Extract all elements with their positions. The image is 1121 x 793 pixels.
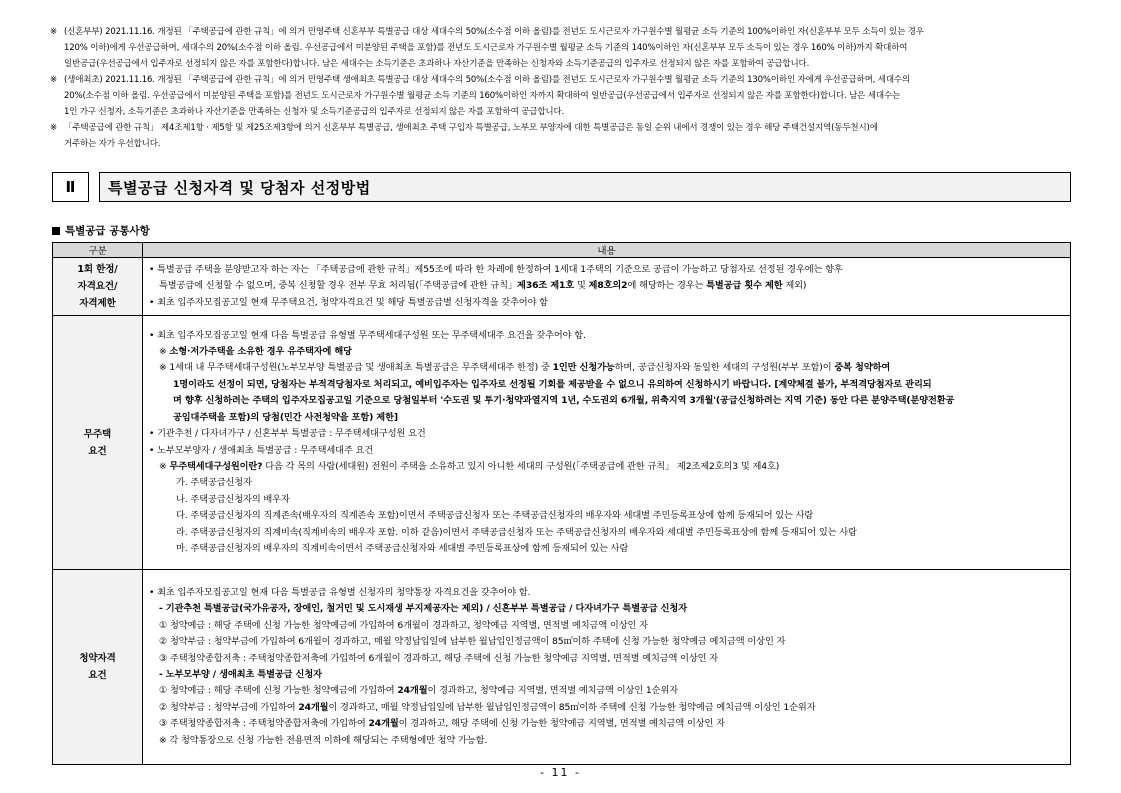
content-line — [149, 601, 1064, 617]
text-segment: 다음 각 목의 사람(세대원) 전원이 주택을 소유하고 있지 아니한 세대의 구성원(「주택공급에 관한 규칙」 제2조제2호의3 및 제4호) — [262, 460, 780, 472]
note-line: 거주하는 자가 우선합니다. — [64, 139, 161, 149]
text-segment: 및 — [574, 280, 589, 292]
text-segment: • 기관추천 / 다자녀가구 / 신혼부부 특별공급 : 무주택세대구성원 요건 — [149, 428, 426, 440]
sub-heading — [52, 223, 150, 238]
bold-text: 중복 청약하여 — [834, 362, 891, 374]
note-line: 「주택공급에 관한 규칙」 제4조제1항 · 제5항 및 제25조제3항에 의거 신혼부부 특별공급, 생애최초 주택 구입자 특별공급, 노부모 부양자에 대한 특별공급은 동일 순위 내에서 경쟁이 있는 경우 해당 주택건설지역(동두천시)에 — [64, 123, 878, 133]
text-segment: 에 해당하는 경우는 — [627, 280, 707, 292]
bold-text: 24개월 — [397, 685, 428, 697]
bold-text: 공임대주택을 포함)의 당첨(민간 사전청약을 포함) 제한] — [173, 411, 398, 423]
text-segment: • 특별공급 주택을 분양받고자 하는 자는 「주택공급에 관한 규칙」제55조에 따라 한 차례에 한정하여 1세대 1주택의 기준으로 공급이 가능하고 당첨자로 선정된 경우에는 향후 — [149, 263, 843, 275]
text-segment: 이 경과하고, 해당 주택에 신청 가능한 청약예금 지역별, 면적별 예치금액 이상인 자 — [398, 718, 725, 730]
section-title: 특별공급 신청자격 및 당첨자 선정방법 — [99, 172, 1071, 202]
content-line — [149, 344, 1064, 360]
content-line — [149, 475, 1064, 491]
text-segment: 다. 주택공급신청자의 직계존속(배우자의 직계존속 포함)이면서 주택공급신청자 또는 주택공급신청자의 배우자와 세대별 주민등록표상에 함께 등재되어 있는 사람 — [176, 510, 814, 522]
bold-text: 특별공급 횟수 제한 — [706, 280, 783, 292]
text-segment: 하며, 공급신청자와 동일한 세대의 구성원(부부 포함)이 — [614, 362, 835, 374]
table-row — [53, 570, 1071, 765]
table-row — [53, 258, 1071, 316]
bold-text: - 노부모부양 / 생애최초 특별공급 신청자 — [159, 669, 322, 680]
content-line — [149, 278, 1064, 294]
bold-text: 소형·저가주택을 소유한 경우 유주택자에 해당 — [169, 346, 352, 358]
text-segment: ② 청약부금 : 청약부금에 가입하여 6개월이 경과하고, 매월 약정납입일에 납부한 월납입인정금액이 85㎡이하 주택에 신청 가능한 청약예금 예치금액 이상인 자 — [159, 636, 786, 648]
content-line — [149, 426, 1064, 442]
text-segment: • 노부모부양자 / 생애최초 특별공급 : 무주택세대주 요건 — [149, 444, 374, 456]
row-label-line: 요건 — [88, 670, 107, 681]
text-segment: • 최초 입주자모집공고일 현재 다음 특별공급 유형별 신청자의 청약통장 자격요건을 갖추어야 함. — [149, 586, 531, 598]
content-line — [149, 262, 1064, 278]
text-segment: 이 경과하고, 청약예금 지역별, 면적별 예치금액 이상인 1순위자 — [427, 685, 678, 697]
content-line — [149, 651, 1064, 667]
row-label-line: 1회 한정/ — [77, 264, 118, 275]
content-line — [149, 585, 1064, 601]
bold-text: 24개월 — [368, 718, 399, 730]
text-segment: ② 청약부금 : 청약부금에 가입하여 — [159, 701, 299, 713]
row-label-line: 자격요건/ — [77, 281, 118, 292]
row-label-line: 무주택 — [83, 428, 112, 440]
content-line — [149, 541, 1064, 557]
bold-text: 24개월 — [298, 701, 329, 713]
note-line: (생애최초) 2021.11.16. 개정된 「주택공급에 관한 규칙」에 의거 민영주택 생애최초 특별공급 대상 세대수의 50%(소수점 이하 올림)를 전년도 도시근로자 가구원수별 월평균 소득 기준의 130%이하인 자에게 우선공급하며, 세대수의 — [64, 75, 911, 85]
text-segment: ③ 주택청약종합저축 : 주택청약종합저축에 가입하여 — [159, 718, 369, 730]
content-line — [149, 393, 1064, 409]
row-label — [53, 570, 143, 765]
content-line — [149, 667, 1064, 683]
text-segment: 가. 주택공급신청자 — [176, 477, 252, 489]
note-mark: ※ — [50, 75, 57, 85]
row-label — [53, 316, 143, 570]
note-line: 20%(소수점 이하 올림. 우선공급에서 미분양된 주택을 포함)를 전년도 도시근로자 가구원수별 월평균 소득 기준의 160%이하인 자까지 확대하여 일반공급(우선공급에서 입주자로 선정되지 않은 자를 포함한다)합니다. 남은 세대수는 — [64, 91, 901, 101]
text-segment: ③ 주택청약종합저축 : 주택청약종합저축에 가입하여 6개월이 경과하고, 해당 주택에 신청 가능한 청약예금 지역별, 면적별 예치금액 이상인 자 — [159, 652, 719, 664]
text-segment: 라. 주택공급신청자의 직계비속(직계비속의 배우자 포함. 이하 같음)이면서 주택공급신청자 또는 주택공급신청자의 배우자와 세대별 주민등록표상에 함께 등재되어 있는 사람 — [176, 526, 857, 538]
content-line — [149, 733, 1064, 749]
row-content — [143, 570, 1071, 765]
content-line — [149, 683, 1064, 699]
row-content — [143, 316, 1071, 570]
content-line — [149, 508, 1064, 524]
note-line: 120% 이하)에게 우선공급하며, 세대수의 20%(소수점 이하 올림. 우선공급에서 미분양된 주택을 포함)를 전년도 도시근로자 가구원수별 월평균 소득 기준의 140%이하인 자(신혼부부 모두 소득이 있는 경우 160% 이하)까지 확대하여 — [64, 43, 908, 53]
row-label — [53, 258, 143, 316]
content-line — [149, 295, 1064, 311]
section-header — [52, 172, 1071, 202]
content-line — [149, 618, 1064, 634]
note-line: 1인 가구 신청자, 소득기준은 초과하나 자산기준을 만족하는 신청자 및 소득기준공급의 입주자로 선정되지 않은 자를 포함하여 공급합니다. — [64, 107, 565, 117]
row-label-line: 요건 — [88, 445, 107, 457]
note-item — [50, 120, 1080, 152]
section-number: Ⅱ — [52, 172, 89, 202]
content-line — [149, 459, 1064, 475]
row-label-line: 자격제한 — [79, 298, 116, 309]
sub-heading-text: 특별공급 공통사항 — [65, 225, 150, 237]
note-item — [50, 72, 1080, 120]
requirements-table — [52, 242, 1071, 765]
content-line — [149, 525, 1064, 541]
content-line — [149, 700, 1064, 716]
bold-text: 제8호의2 — [588, 280, 628, 292]
note-mark: ※ — [50, 123, 57, 133]
content-line — [149, 410, 1064, 426]
content-line — [149, 328, 1064, 344]
bold-text: 1인만 신청가능 — [552, 362, 615, 374]
text-segment: 나. 주택공급신청자의 배우자 — [176, 493, 290, 505]
header-content: 내용 — [143, 243, 1071, 258]
content-line — [149, 634, 1064, 650]
text-segment: • 최초 입주자모집공고일 현재 무주택요건, 청약자격요건 및 해당 특별공급별 신청자격을 갖추어야 함 — [149, 296, 548, 308]
bold-text: 며 향후 신청하려는 주택의 입주자모집공고일 기준으로 당첨일부터 '수도권 및 투기·청약과열지역 1년, 수도권외 6개월, 위축지역 3개월'(공급신청하려는 지역 기준) 동안 다른 분양주택(분양전환공 — [173, 395, 955, 407]
text-segment: 특별공급에 신청할 수 없으며, 중복 신청할 경우 전부 무효 처리됨(「주택공급에 관한 규칙」 — [159, 280, 518, 292]
content-line — [149, 360, 1064, 376]
text-segment: ※ 각 청약통장으로 신청 가능한 전용면적 이하에 해당되는 주택형에만 청약 가능함. — [159, 734, 488, 746]
text-segment: ※ — [159, 346, 170, 358]
bold-text: 1명이라도 선정이 되면, 당첨자는 부적격당첨자로 처리되고, 예비입주자는 입주자로 선정될 기회를 제공받을 수 없으니 유의하여 신청하시기 바랍니다. [계약체결 불가, 부적격당첨자로 관리되 — [173, 378, 932, 390]
bold-text: - 기관추천 특별공급(국가유공자, 장애인, 철거민 및 도시재생 부지제공자는 제외) / 신혼부부 특별공급 / 다자녀가구 특별공급 신청자 — [159, 603, 687, 615]
note-line: (신혼부부) 2021.11.16. 개정된 「주택공급에 관한 규칙」에 의거 민영주택 신혼부부 특별공급 대상 세대수의 50%(소수점 이하 올림)를 전년도 도시근로자 가구원수별 월평균 소득 기준의 100%이하인 자(신혼부부 모두 소득이 있는 경우 — [64, 27, 924, 37]
row-content — [143, 258, 1071, 316]
page-number: - 11 - — [540, 766, 581, 779]
content-line — [149, 716, 1064, 732]
content-line — [149, 377, 1064, 393]
content-line — [149, 443, 1064, 459]
text-segment: • 최초 입주자모집공고일 현재 다음 특별공급 유형별 무주택세대구성원 또는 무주택세대주 요건을 갖추어야 함. — [149, 329, 586, 341]
text-segment: 제외) — [782, 280, 807, 292]
table-row — [53, 316, 1071, 570]
table-header-row — [53, 243, 1071, 258]
bold-text: 제36조 제1호 — [517, 280, 575, 292]
text-segment: ※ — [159, 460, 170, 472]
square-bullet-icon — [52, 227, 60, 235]
text-segment: ① 청약예금 : 해당 주택에 신청 가능한 청약예금에 가입하여 6개월이 경과하고, 청약예금 지역별, 면적별 예치금액 이상인 자 — [159, 619, 648, 631]
text-segment: 마. 주택공급신청자의 배우자의 직계비속이면서 주택공급신청자와 세대별 주민등록표상에 함께 등재되어 있는 사람 — [176, 542, 629, 554]
text-segment: ※ 1세대 내 무주택세대구성원(노부모부양 특별공급 및 생애최초 특별공급은 무주택세대주 한정) 중 — [159, 362, 553, 374]
notes-block — [50, 24, 1080, 152]
content-line — [149, 492, 1064, 508]
bold-text: 무주택세대구성원이란? — [169, 460, 263, 472]
note-line: 일반공급(우선공급에서 입주자로 선정되지 않은 자를 포함한다)합니다. 남은 세대수는 소득기준은 초과하나 자산기준을 만족하는 신청자와 소득기준공급의 입주자로 선정되지 않은 자를 포함하여 공급합니다. — [64, 59, 810, 69]
note-mark: ※ — [50, 27, 57, 37]
note-item — [50, 24, 1080, 72]
header-category: 구분 — [53, 243, 143, 258]
row-label-line: 청약자격 — [79, 653, 116, 664]
text-segment: 이 경과하고, 매월 약정납입일에 납부한 월납입인정금액이 85㎡이하 주택에 신청 가능한 청약예금 예치금액 이상인 1순위자 — [328, 701, 816, 713]
text-segment: ① 청약예금 : 해당 주택에 신청 가능한 청약예금에 가입하여 — [159, 685, 398, 697]
